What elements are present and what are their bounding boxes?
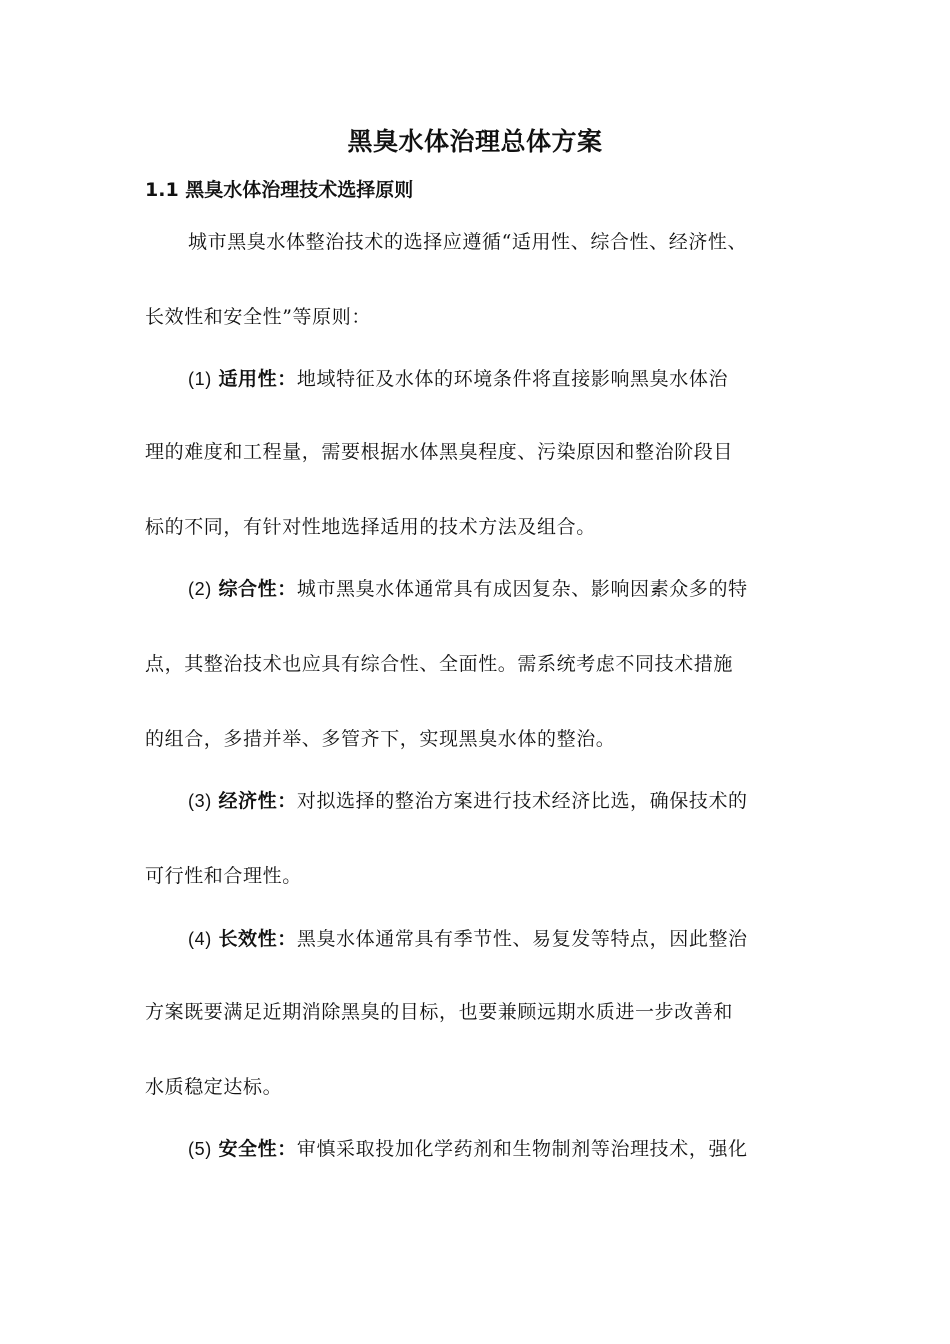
intro-line-2: 长效性和安全性”等原则： bbox=[145, 306, 371, 328]
principle-term: 综合性： bbox=[218, 578, 297, 600]
principle-text: 黑臭水体通常具有季节性、易复发等特点，因此整治 bbox=[296, 928, 748, 950]
intro-line-1: 城市黑臭水体整治技术的选择应遵循“适用性、综合性、经济性、 bbox=[188, 231, 748, 253]
principle-term: 长效性： bbox=[218, 928, 297, 950]
principle-text: 地域特征及水体的环境条件将直接影响黑臭水体治 bbox=[296, 368, 729, 390]
principle-1-line-3: 标的不同，有针对性地选择适用的技术方法及组合。 bbox=[145, 516, 596, 538]
principle-term: 安全性： bbox=[218, 1138, 297, 1160]
principle-term: 适用性： bbox=[218, 368, 297, 390]
principle-number: (1) bbox=[188, 369, 212, 389]
principle-number: (4) bbox=[188, 929, 212, 949]
principle-3-line-1 bbox=[188, 787, 748, 815]
principle-2-line-3: 的组合，多措并举、多管齐下，实现黑臭水体的整治。 bbox=[145, 728, 616, 750]
principle-1-line-1 bbox=[188, 365, 728, 393]
principle-text: 审慎采取投加化学药剂和生物制剂等治理技术，强化 bbox=[296, 1138, 748, 1160]
principle-number: (2) bbox=[188, 579, 212, 599]
principle-4-line-2: 方案既要满足近期消除黑臭的目标，也要兼顾远期水质进一步改善和 bbox=[145, 1001, 734, 1023]
principle-text: 城市黑臭水体通常具有成因复杂、影响因素众多的特 bbox=[296, 578, 748, 600]
principle-5-line-1 bbox=[188, 1135, 748, 1163]
section-heading: 1.1 黑臭水体治理技术选择原则 bbox=[145, 179, 414, 201]
principle-2-line-1 bbox=[188, 575, 748, 603]
principle-text: 对拟选择的整治方案进行技术经济比选，确保技术的 bbox=[296, 790, 748, 812]
principle-term: 经济性： bbox=[218, 790, 297, 812]
principle-4-line-3: 水质稳定达标。 bbox=[145, 1076, 283, 1098]
principle-4-line-1 bbox=[188, 925, 748, 953]
principle-1-line-2: 理的难度和工程量，需要根据水体黑臭程度、污染原因和整治阶段目 bbox=[145, 441, 734, 463]
principle-2-line-2: 点，其整治技术也应具有综合性、全面性。需系统考虑不同技术措施 bbox=[145, 653, 734, 675]
principle-number: (5) bbox=[188, 1139, 212, 1159]
document-title: 黑臭水体治理总体方案 bbox=[347, 127, 603, 156]
principle-3-line-2: 可行性和合理性。 bbox=[145, 865, 302, 887]
principle-number: (3) bbox=[188, 791, 212, 811]
